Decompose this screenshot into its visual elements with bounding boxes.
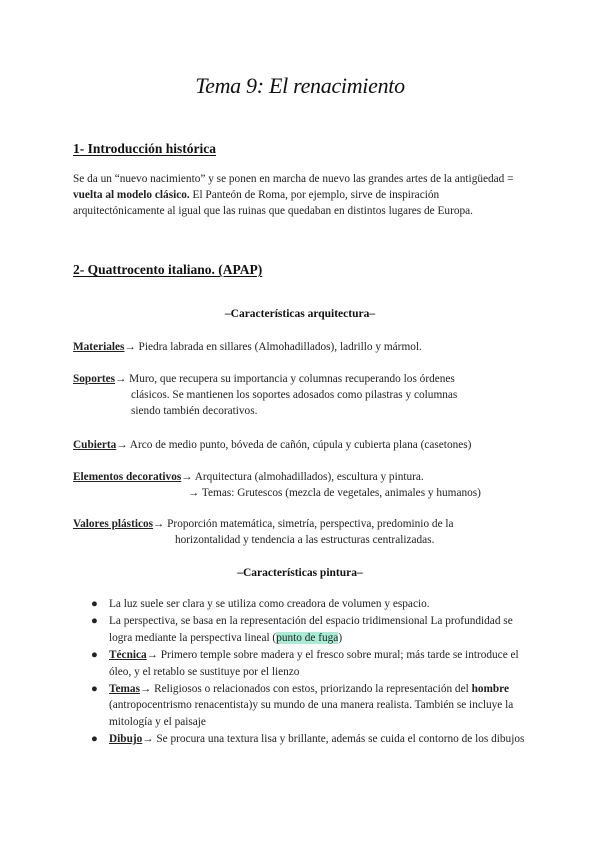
label-valores: Valores plásticos (73, 518, 154, 530)
text-valores-2: horizontalidad y tendencia a las estructuras centralizadas. (175, 534, 435, 546)
text-soportes-2: clásicos. Se mantienen los soportes adosados como pilastras y columnas (131, 389, 458, 401)
text-valores-1: → Proporción matemática, simetría, perspectiva, predominio de la (153, 518, 454, 530)
intro-text-a: Se da un “nuevo nacimiento” y se ponen en marcha de nuevo las grandes artes de la antigüedad = (73, 173, 514, 185)
text-elementos-2: → Temas: Grutescos (mezcla de vegetales, animales y humanos) (188, 487, 481, 499)
row-cubierta (73, 437, 533, 453)
list-item (73, 731, 533, 747)
bullet-text-perspectiva-end: ) (338, 631, 343, 644)
text-elementos-1: → Arquitectura (almohadillados), escultura y pintura. (181, 471, 424, 483)
label-soportes: Soportes (73, 373, 116, 385)
row-valores (73, 516, 533, 548)
bullet-text-hombre: hombre (471, 683, 510, 696)
bullet-icon: ● (91, 598, 98, 610)
intro-text-bold: vuelta al modelo clásico. (73, 189, 190, 201)
bullet-icon: ● (91, 683, 98, 696)
label-temas: Temas (109, 683, 140, 696)
list-item (73, 613, 533, 646)
row-elementos (73, 469, 533, 501)
row-soportes (73, 371, 533, 419)
list-item (73, 647, 533, 680)
bullet-icon: ● (91, 733, 98, 746)
bullet-text-temas-a: → Religiosos o relacionados con estos, priorizando la representación del (139, 683, 472, 696)
bullet-text-temas-b: (antropocentrismo renacentista)y su mundo de una manera realista. También se incluye la mitología y el paisaje (109, 699, 514, 728)
text-soportes-1: → Muro, que recupera su importancia y columnas recuperando los órdenes (115, 373, 455, 385)
label-materiales: Materiales (73, 341, 125, 353)
list-item (73, 596, 533, 612)
bullet-text-perspectiva: La perspectiva, se basa en la representación del espacio tridimensional La profundidad se logra mediante la perspectiva lineal ( (109, 615, 513, 644)
page-title: Tema 9: El renacimiento (195, 73, 405, 98)
bullet-icon: ● (91, 649, 98, 662)
list-item (73, 681, 533, 730)
bullet-text-luz: La luz suele ser clara y se utiliza como creadora de volumen y espacio. (109, 598, 430, 610)
label-elementos: Elementos decorativos (73, 471, 182, 483)
section-heading-introduccion: 1- Introducción histórica (73, 141, 217, 156)
text-soportes-3: siendo también decorativos. (131, 405, 258, 417)
subheading-pintura: –Características pintura– (237, 567, 363, 579)
intro-text-b: El Panteón de Roma, por ejemplo, sirve de inspiración arquitectónicamente al igual que las ruinas que quedaban en distintos lugares de Europa. (73, 189, 473, 217)
pintura-list (73, 596, 533, 749)
text-materiales: → Piedra labrada en sillares (Almohadillados), ladrillo y mármol. (124, 341, 422, 353)
label-dibujo: Dibujo (109, 733, 143, 746)
text-cubierta: → Arco de medio punto, bóveda de cañón, cúpula y cubierta plana (casetones) (116, 439, 472, 451)
label-tecnica: Técnica (109, 649, 147, 662)
section-heading-quattrocento: 2- Quattrocento italiano. (APAP) (73, 262, 263, 277)
label-cubierta: Cubierta (73, 439, 117, 451)
bullet-text-dibujo: → Se procura una textura lisa y brillante, además se cuida el contorno de los dibujos (142, 733, 525, 746)
highlight-punto-de-fuga: punto de fuga (276, 631, 339, 644)
bullet-icon: ● (91, 615, 98, 628)
subheading-arquitectura: –Características arquitectura– (224, 308, 376, 320)
bullet-text-tecnica: → Primero temple sobre madera y el fresco sobre mural; más tarde se introduce el óleo, y el retablo se sustituye por el lienzo (109, 649, 519, 678)
intro-paragraph (73, 171, 533, 219)
row-materiales (73, 339, 533, 355)
